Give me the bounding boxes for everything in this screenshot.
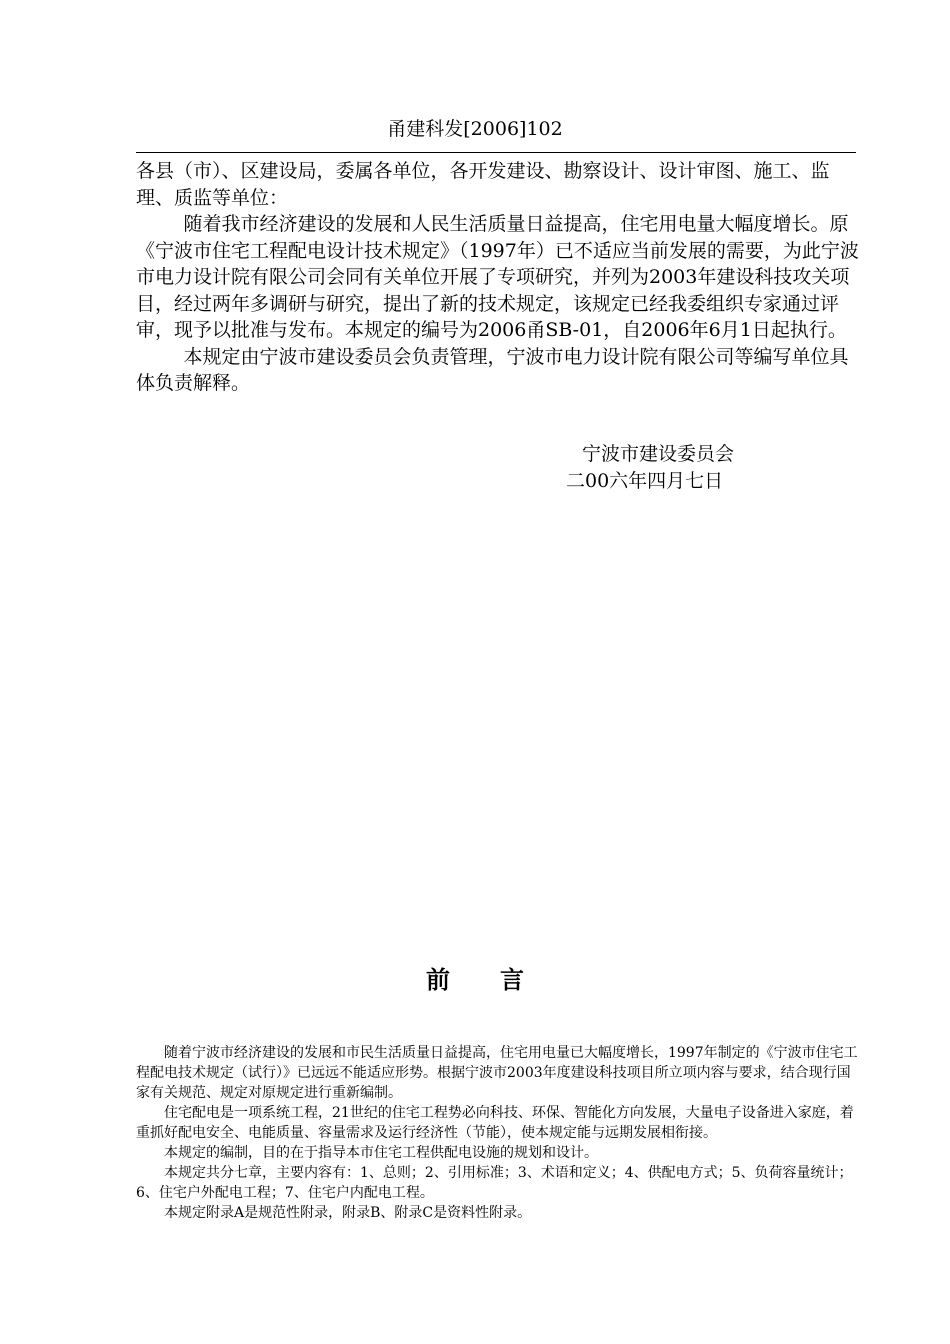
preface-title: 前言 (426, 965, 574, 994)
notice-paragraph: 本规定由宁波市建设委员会负责管理，宁波市电力设计院有限公司等编写单位具体负责解释。 (136, 345, 849, 394)
notice-body (136, 158, 866, 397)
preface-paragraph: 本规定共分七章，主要内容有：1、总则；2、引用标准；3、术语和定义；4、供配电方式；5、负荷容量统计；6、住宅户外配电工程；7、住宅户内配电工程。 (136, 1165, 853, 1201)
issue-date: 二00六年四月七日 (566, 469, 724, 492)
notice-paragraph: 随着我市经济建设的发展和人民生活质量日益提高，住宅用电量大幅度增长。原《宁波市住宅工程配电设计技术规定》（1997年）已不适应当前发展的需要，为此宁波市电力设计院有限公司会同有关单位开展了专项研究，并列为2003年建设科技攻关项目，经过两年多调研与研究，提出了新的技术规定，该规定已经我委组织专家通过评审，现予以批准与发布。本规定的编号为2006甬SB-01，自2006年6月1日起执行。 (136, 213, 859, 341)
preface-paragraph: 随着宁波市经济建设的发展和市民生活质量日益提高，住宅用电量已大幅度增长，1997年制定的《宁波市住宅工程配电技术规定（试行）》已远远不能适应形势。根据宁波市2003年度建设科技项目所立项内容与要求，结合现行国家有关规范、规定对原规定进行重新编制。 (136, 1045, 858, 1101)
preface-body (136, 1043, 858, 1223)
document-number: 甬建科发[2006]102 (387, 118, 563, 140)
issuing-organization: 宁波市建设委员会 (582, 443, 735, 465)
preface-paragraph: 本规定的编制，目的在于指导本市住宅工程供配电设施的规划和设计。 (164, 1145, 598, 1161)
signature-block (566, 441, 734, 494)
notice-addressees: 各县（市）、区建设局，委属各单位，各开发建设、勘察设计、设计审图、施工、监理、质监等单位： (136, 160, 830, 209)
header-divider (136, 152, 856, 153)
preface-paragraph: 住宅配电是一项系统工程，21世纪的住宅工程势必向科技、环保、智能化方向发展，大量电子设备进入家庭，着重抓好配电安全、电能质量、容量需求及运行经济性（节能），使本规定能与远期发展相衔接。 (136, 1105, 854, 1141)
preface-paragraph: 本规定附录A是规范性附录，附录B、附录C是资料性附录。 (164, 1205, 532, 1221)
